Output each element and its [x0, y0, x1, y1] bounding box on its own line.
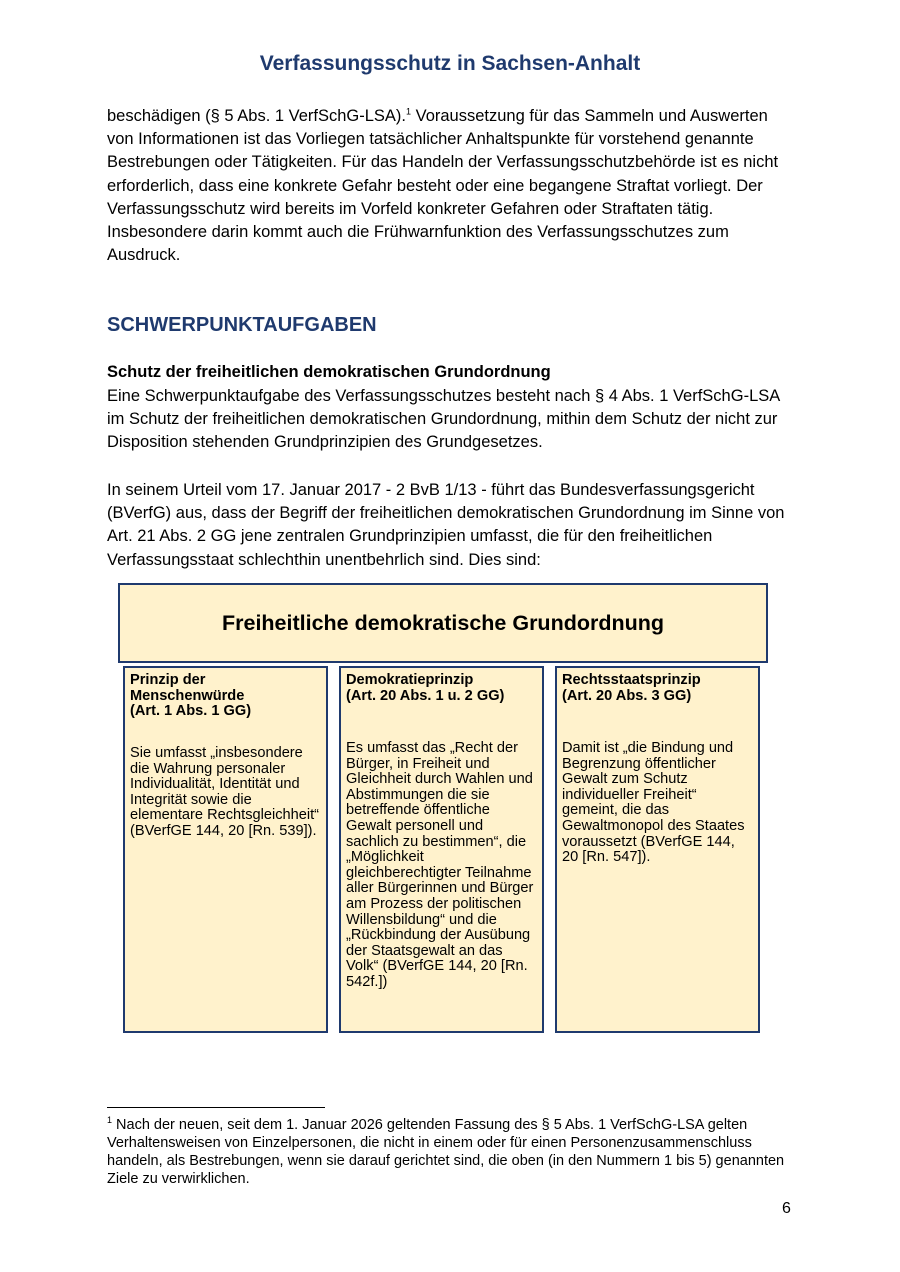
- principle-box-menschenwuerde: [123, 666, 328, 1033]
- footnote-reference[interactable]: 1: [406, 106, 412, 117]
- principle-title: Rechtsstaatsprinzip (Art. 20 Abs. 3 GG): [562, 672, 701, 704]
- intro-paragraph: [107, 105, 797, 267]
- page-number: 6: [782, 1200, 791, 1217]
- page-header-title: Verfassungsschutz in Sachsen-Anhalt: [259, 52, 641, 75]
- paragraph-schwerpunkt: Eine Schwerpunktaufgabe des Verfassungsschutzes besteht nach § 4 Abs. 1 VerfSchG-LSA im Schutz der freiheitlichen demokratischen Grundordnung, mithin dem Schutz der nicht zur Disposition stehenden Grundprinzipien des Grundgesetzes.: [107, 387, 780, 452]
- section-heading: SCHWERPUNKTAUFGABEN: [107, 314, 377, 336]
- principle-title: Prinzip der Menschenwürde (Art. 1 Abs. 1 GG): [130, 672, 252, 720]
- subsection-heading: Schutz der freiheitlichen demokratischen Grundordnung: [107, 363, 551, 381]
- fdgo-diagram-title: Freiheitliche demokratische Grundordnung: [221, 610, 664, 635]
- fdgo-diagram-title-box: [118, 583, 768, 663]
- principle-box-rechtsstaat: [555, 666, 760, 1033]
- principle-title: Demokratieprinzip (Art. 20 Abs. 1 u. 2 GG): [346, 672, 505, 704]
- intro-text-before: beschädigen (§ 5 Abs. 1 VerfSchG-LSA).: [107, 107, 407, 125]
- paragraph-urteil: In seinem Urteil vom 17. Januar 2017 - 2 BvB 1/13 - führt das Bundesverfassungsgericht (BVerfG) aus, dass der Begriff der freiheitlichen demokratischen Grundordnung im Sinne von Art. 21 Abs. 2 GG jene zentralen Grundprinzipien umfasst, die für den freiheitlichen Verfassungsstaat schlechthin unentbehrlich sind. Dies sind:: [107, 481, 785, 569]
- footnote-separator: [107, 1107, 325, 1108]
- footnote-marker: 1: [107, 1115, 113, 1126]
- principle-description: Es umfasst das „Recht der Bürger, in Freiheit und Gleichheit durch Wahlen und Abstimmungen die sie betreffende öffentliche Gewalt personell und sachlich zu bestimmen“, die „Möglichkeit gleichberechtigter Teilnahme aller Bürgerinnen und Bürger am Prozess der politischen Willensbildung“ und die „Rückbindung der Ausübung der Staatsgewalt an das Volk“ (BVerfGE 144, 20 [Rn. 542f.]): [346, 740, 534, 990]
- principle-description: Damit ist „die Bindung und Begrenzung öffentlicher Gewalt zum Schutz individueller Freiheit“ gemeint, die das Gewaltmonopol des Staates voraussetzt (BVerfGE 144, 20 [Rn. 547]).: [562, 740, 745, 866]
- footnote: [107, 1116, 797, 1188]
- principle-box-demokratie: [339, 666, 544, 1033]
- principle-description: Sie umfasst „insbesondere die Wahrung personaler Individualität, Identität und Integrität sowie die elementare Rechtsgleichheit“ (BVerfGE 144, 20 [Rn. 539]).: [130, 745, 320, 839]
- intro-text-after: Voraussetzung für das Sammeln und Auswerten von Informationen ist das Vorliegen tatsächlicher Anhaltspunkte für vorstehend genannte Bestrebungen oder Tätigkeiten. Für das Handeln der Verfassungsschutzbehörde ist es nicht erforderlich, dass eine konkrete Gefahr besteht oder eine begangene Straftat vorliegt. Der Verfassungsschutz wird bereits im Vorfeld konkreter Gefahren oder Straftaten tätig. Insbesondere darin kommt auch die Frühwarnfunktion des Verfassungsschutzes zum Ausdruck.: [107, 107, 779, 265]
- footnote-text: Nach der neuen, seit dem 1. Januar 2026 geltenden Fassung des § 5 Abs. 1 VerfSchG-LSA gelten Verhaltensweisen von Einzelpersonen, die nicht in einem oder für einen Personenzusammenschluss handeln, als Bestrebungen, wenn sie darauf gerichtet sind, die oben (in den Nummern 1 bis 5) genannten Ziele zu verwirklichen.: [107, 1117, 785, 1187]
